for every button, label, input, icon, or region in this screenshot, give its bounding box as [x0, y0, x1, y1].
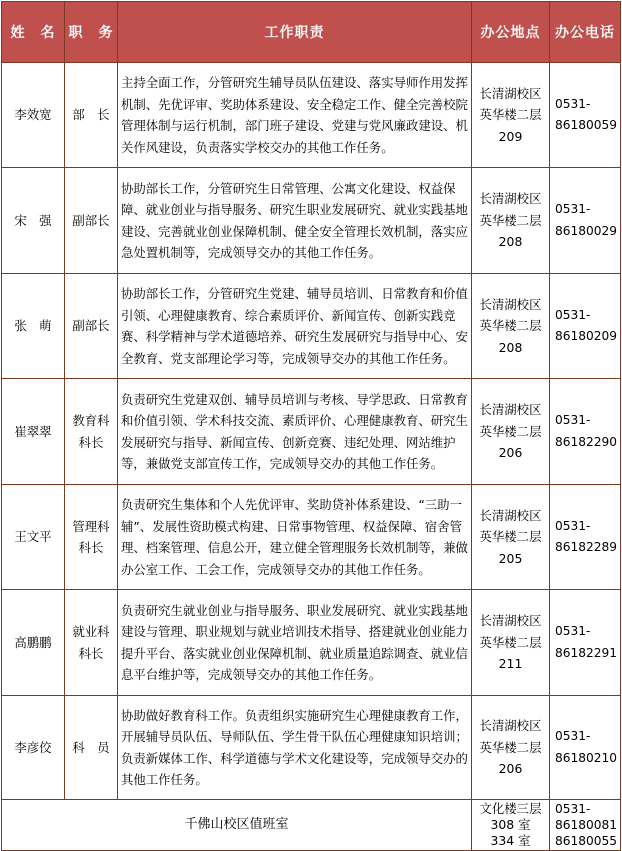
office-phone [550, 379, 621, 485]
staff-title-line: 科长 [78, 434, 104, 450]
office-location-line: 英华楼二层 [479, 107, 542, 123]
office-phone-line: 0531- [555, 624, 591, 638]
staff-duty: 主持全面工作，分管研究生辅导员队伍建设、落实导师作用发挥机制、先优评审、奖助体系建设、安全稳定工作、健全完善校院管理体制与运行机制，部门班子建设、党建与党风廉政建设、机关作风建设，负责落实学校交办的其他工作任务。 [118, 63, 472, 168]
office-location [472, 379, 550, 485]
office-location-line: 长清湖校区 [479, 191, 542, 207]
office-location [472, 274, 550, 379]
office-location-line: 长清湖校区 [479, 402, 542, 418]
staff-title-line: 科长 [78, 540, 104, 555]
office-phone-line: 86180029 [555, 223, 618, 238]
office-phone-line: 0531- [555, 96, 591, 111]
office-phone-line: 86182289 [555, 540, 618, 554]
staff-duty: 协助部长工作，分管研究生党建、辅导员培训、日常教育和价值引领、心理健康教育、综合素质评价、新闻宣传、创新实践竞赛、科学精神与学术道德培养、研究生发展研究与指导中心、安全教育、党支部理论学习等，完成领导交办的其他工作任务。 [118, 274, 472, 379]
office-phone-line: 86182291 [555, 645, 618, 660]
office-phone-line: 0531- [555, 307, 591, 322]
office-location-line: 英华楼二层 [479, 212, 542, 228]
staff-title-line: 管理科 [72, 518, 110, 534]
office-phone-line: 0531- [555, 413, 591, 427]
header-duty: 工作职责 [118, 2, 472, 63]
duty-room-location-line: 334 室 [490, 833, 531, 848]
header-location: 办公地点 [472, 2, 550, 63]
office-location-line: 205 [498, 550, 523, 566]
office-phone-line: 0531- [555, 202, 591, 216]
office-location-line: 211 [498, 656, 523, 672]
office-location-line: 长清湖校区 [479, 85, 542, 101]
office-location [472, 168, 550, 274]
duty-room-row [2, 800, 621, 851]
office-phone [550, 485, 621, 590]
office-location-line: 209 [498, 128, 523, 144]
office-location-line: 208 [498, 234, 523, 250]
staff-name: 李彦佼 [2, 696, 65, 800]
office-location-line: 英华楼二层 [479, 423, 542, 439]
staff-duty-table [1, 1, 621, 851]
staff-title [65, 168, 118, 274]
staff-title-line: 副部长 [72, 212, 110, 228]
duty-room-phone-line: 86180081 [555, 818, 618, 832]
staff-title-line: 部 长 [72, 107, 110, 123]
staff-title-line: 科长 [78, 645, 104, 661]
table-row [2, 485, 621, 590]
office-location-line: 长清湖校区 [479, 296, 542, 312]
table-row [2, 274, 621, 379]
header-name: 姓 名 [2, 2, 65, 63]
office-location-line: 英华楼二层 [479, 634, 542, 650]
duty-room-location-line: 308 室 [490, 817, 531, 832]
duty-room-label: 千佛山校区值班室 [2, 800, 472, 851]
staff-duty: 负责研究生党建双创、辅导员培训与考核、导学思政、日常教育和价值引领、学术科技交流、素质评价、心理健康教育、研究生发展研究与指导、新闻宣传、创新竞赛、违纪处理、网站维护等，兼做党支部宣传工作，完成领导交办的其他工作任务。 [118, 379, 472, 485]
office-phone-line: 86182290 [555, 434, 618, 449]
office-phone-line: 0531- [555, 518, 591, 533]
staff-name: 高鹏鹏 [2, 590, 65, 696]
table-row [2, 696, 621, 800]
office-location [472, 696, 550, 800]
duty-room-phone-line: 86180055 [555, 834, 618, 848]
header-phone: 办公电话 [550, 2, 621, 63]
duty-room-phone-line: 0531- [555, 802, 591, 816]
duty-room-phone [550, 800, 621, 851]
staff-duty: 协助部长工作，分管研究生日常管理、公寓文化建设、权益保障、就业创业与指导服务、研究生职业发展研究、就业实践基地建设、完善就业创业保障机制、健全安全管理长效机制，落实应急处置机制等，完成领导交办的其他工作任务。 [118, 168, 472, 274]
table-row [2, 168, 621, 274]
office-location [472, 63, 550, 168]
office-phone-line: 86180210 [555, 750, 618, 765]
staff-title [65, 696, 118, 800]
staff-title [65, 274, 118, 379]
staff-name: 崔翠翠 [2, 379, 65, 485]
office-phone-line: 86180059 [555, 118, 618, 132]
staff-title [65, 590, 118, 696]
staff-name: 张 萌 [2, 274, 65, 379]
staff-name: 李效宽 [2, 63, 65, 168]
office-location-line: 英华楼二层 [479, 318, 542, 334]
office-phone-line: 86180209 [555, 329, 618, 343]
staff-title [65, 379, 118, 485]
duty-room-location-line: 文化楼三层 [479, 801, 542, 816]
staff-title-line: 教育科 [72, 413, 110, 428]
header-title: 职 务 [65, 2, 118, 63]
office-location-line: 英华楼二层 [479, 529, 542, 545]
office-location-line: 长清湖校区 [479, 718, 542, 734]
office-location [472, 590, 550, 696]
office-phone [550, 63, 621, 168]
table-row [2, 379, 621, 485]
office-phone [550, 590, 621, 696]
staff-title [65, 63, 118, 168]
office-phone [550, 168, 621, 274]
office-phone-line: 0531- [555, 729, 591, 743]
office-phone [550, 696, 621, 800]
staff-title [65, 485, 118, 590]
staff-name: 宋 强 [2, 168, 65, 274]
office-location-line: 长清湖校区 [479, 507, 542, 523]
office-location [472, 485, 550, 590]
staff-name: 王文平 [2, 485, 65, 590]
staff-title-line: 科 员 [72, 739, 110, 755]
table-row [2, 590, 621, 696]
staff-title-line: 就业科 [72, 624, 110, 639]
staff-title-line: 副部长 [72, 318, 110, 334]
table-header-row [2, 2, 621, 63]
staff-duty: 协助做好教育科工作。负责组织实施研究生心理健康教育工作，开展辅导员队伍、导师队伍、学生骨干队伍心理健康知识培训；负责新媒体工作、科学道德与学术文化建设等，完成领导交办的其他工作任务。 [118, 696, 472, 800]
office-location-line: 英华楼二层 [479, 739, 542, 755]
staff-duty: 负责研究生集体和个人先优评审、奖助贷补体系建设、“三助一辅”、发展性资助模式构建、日常事物管理、权益保障、宿舍管理、档案管理、信息公开，建立健全管理服务长效机制等，兼做办公室工作、工会工作，完成领导交办的其他工作任务。 [118, 485, 472, 590]
staff-duty: 负责研究生就业创业与指导服务、职业发展研究、就业实践基地建设与管理、职业规划与就业培训技术指导、搭建就业创业能力提升平台、落实就业创业保障机制、就业质量追踪调查、就业信息平台维护等，完成领导交办的其他工作任务。 [118, 590, 472, 696]
office-location-line: 208 [498, 339, 523, 355]
table-row [2, 63, 621, 168]
office-location-line: 206 [498, 445, 523, 461]
office-location-line: 长清湖校区 [479, 613, 542, 629]
duty-room-location [472, 800, 550, 851]
office-phone [550, 274, 621, 379]
office-location-line: 206 [498, 761, 523, 777]
